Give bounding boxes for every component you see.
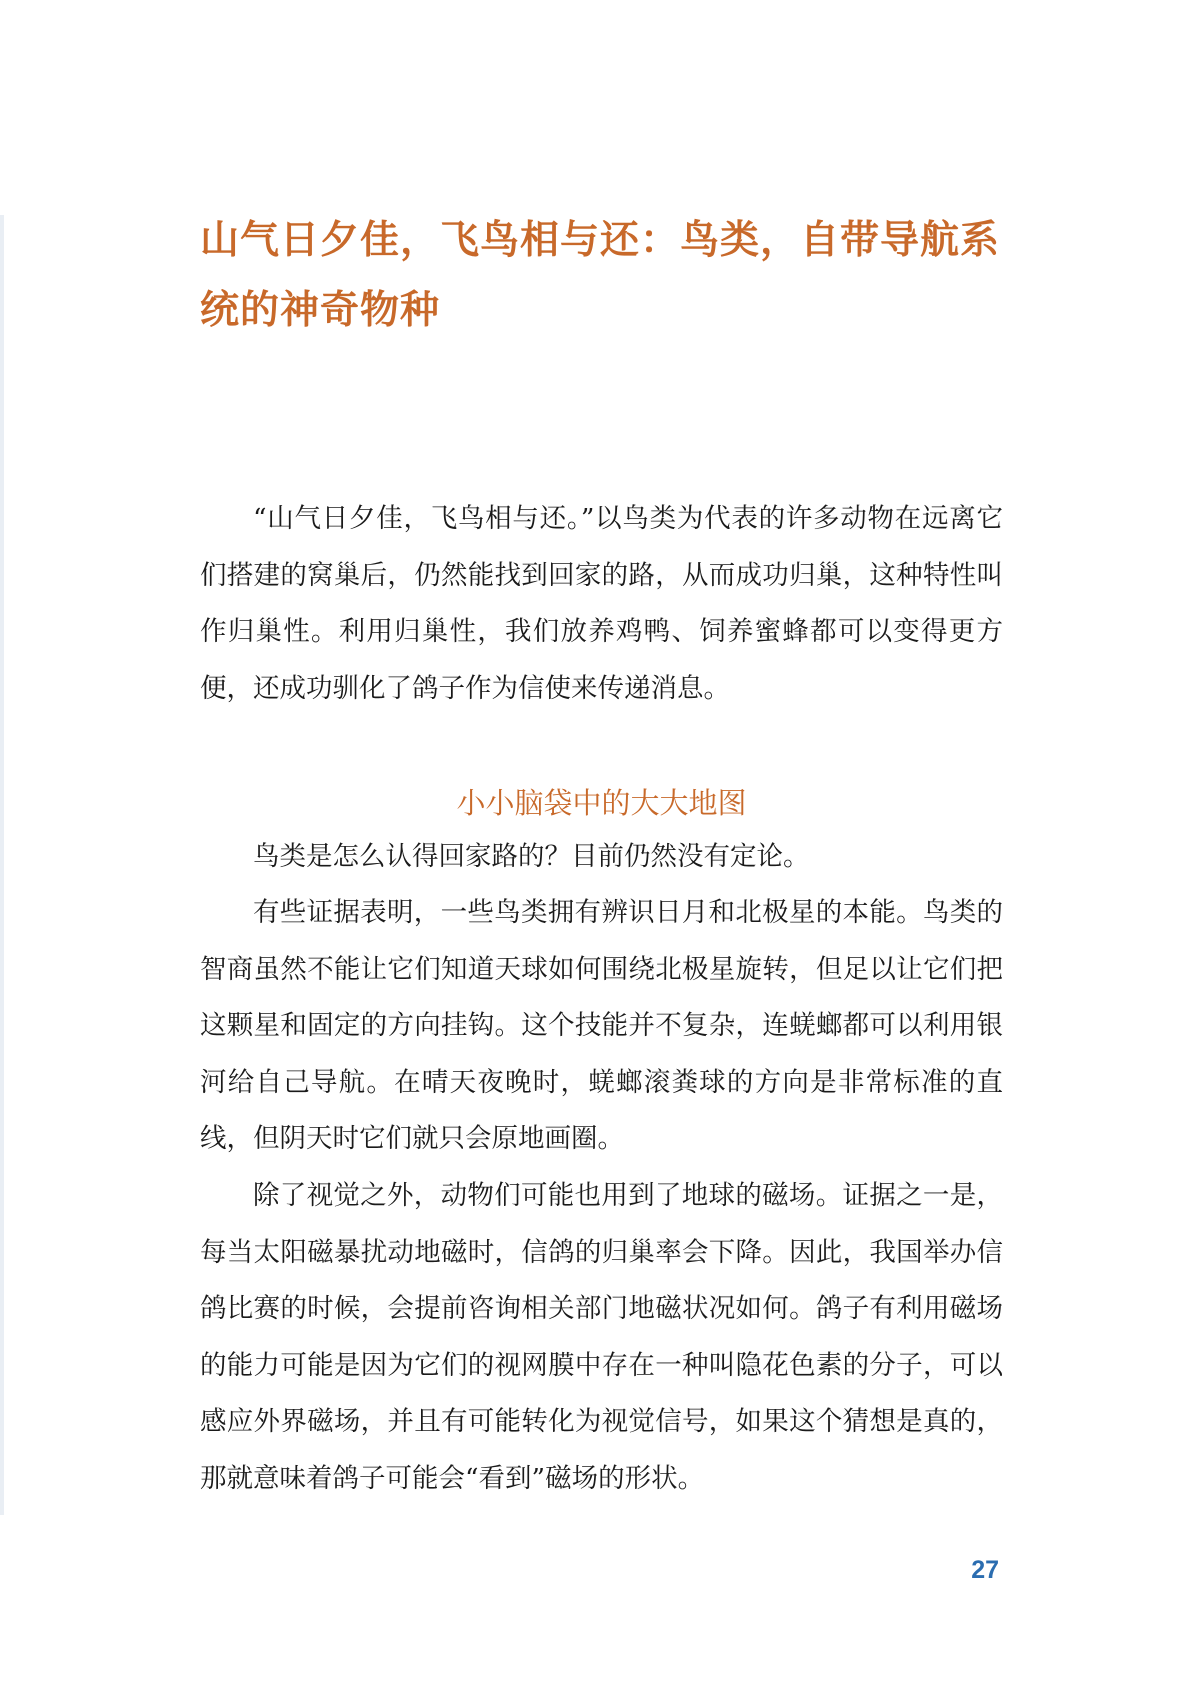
page-number: 27 <box>971 1556 999 1584</box>
chapter-title: 山气日夕佳，飞鸟相与还：鸟类，自带导航系统的神奇物种 <box>200 217 1001 333</box>
page-edge-rule <box>0 215 4 1515</box>
intro-paragraph: “山气日夕佳，飞鸟相与还。”以鸟类为代表的许多动物在远离它们搭建的窝巢后，仍然能找到回家的路，从而成功归巢，这种特性叫作归巢性。利用归巢性，我们放养鸡鸭、饲养蜜蜂都可以变得更方便，还成功驯化了鸽子作为信使来传递消息。 <box>200 503 1003 704</box>
section-heading: 小小脑袋中的大大地图 <box>456 786 747 820</box>
section-paragraph-2: 有些证据表明，一些鸟类拥有辨识日月和北极星的本能。鸟类的智商虽然不能让它们知道天球如何围绕北极星旋转，但足以让它们把这颗星和固定的方向挂钩。这个技能并不复杂，连蜣螂都可以利用银河给自己导航。在晴天夜晚时，蜣螂滚粪球的方向是非常标准的直线，但阴天时它们就只会原地画圈。 <box>200 897 1003 1154</box>
section-paragraph-3: 除了视觉之外，动物们可能也用到了地球的磁场。证据之一是，每当太阳磁暴扰动地磁时，信鸽的归巢率会下降。因此，我国举办信鸽比赛的时候，会提前咨询相关部门地磁状况如何。鸽子有利用磁场的能力可能是因为它们的视网膜中存在一种叫隐花色素的分子，可以感应外界磁场，并且有可能转化为视觉信号，如果这个猜想是真的，那就意味着鸽子可能会“看到”磁场的形状。 <box>200 1180 1003 1494</box>
section-paragraph-1: 鸟类是怎么认得回家路的？目前仍然没有定论。 <box>253 841 810 872</box>
